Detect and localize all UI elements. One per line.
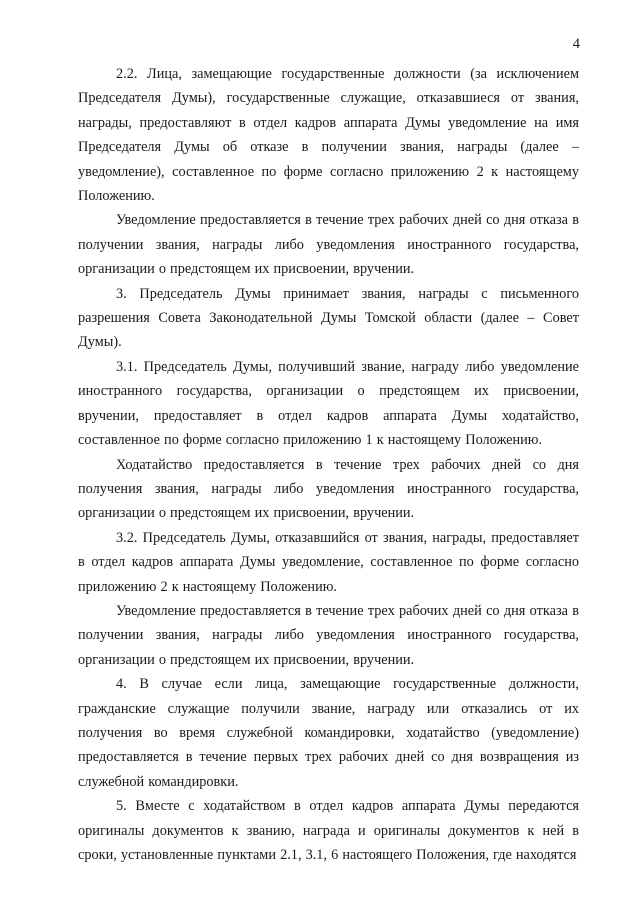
paragraph-3-1: 3.1. Председатель Думы, получивший звание, награду либо уведомление иностранного государства, организации о предстоящем их присвоении, вручении, предоставляет в отдел кадров аппарата Думы ходатайство, составленное по форме согласно приложению 1 к настоящему Положению. (78, 358, 579, 449)
paragraph-2-2-notice-term: Уведомление предоставляется в течение трех рабочих дней со дня отказа в получении звания, награды либо уведомления иностранного государства, организации о предстоящем их присвоении, вручении. (78, 212, 579, 278)
paragraph-5: 5. Вместе с ходатайством в отдел кадров аппарата Думы передаются оригиналы документов к званию, награда и оригиналы документов к ней в сроки, установленные пунктами 2.1, 3.1, 6 настоящего Положения, где находятся (78, 798, 579, 863)
paragraph-3-2-notice-term: Уведомление предоставляется в течение трех рабочих дней со дня отказа в получении звания, награды либо уведомления иностранного государства, организации о предстоящем их присвоении, вручении. (78, 602, 579, 668)
paragraph-2-2: 2.2. Лица, замещающие государственные должности (за исключением Председателя Думы), государственные служащие, отказавшиеся от звания, награды, предоставляют в отдел кадров аппарата Думы уведомление на имя Председателя Думы об отказе в получении звания, награды (далее – уведомление), составленное по форме согласно приложению 2 к настоящему Положению. (78, 66, 579, 205)
document-body (78, 62, 579, 867)
paragraph-3: 3. Председатель Думы принимает звания, награды с письменного разрешения Совета Законодательной Думы Томской области (далее – Совет Думы). (78, 285, 579, 351)
paragraph-3-1-petition-term: Ходатайство предоставляется в течение трех рабочих дней со дня получения звания, награды либо уведомления иностранного государства, организации о предстоящем их присвоении, вручении. (78, 456, 579, 522)
paragraph-3-2: 3.2. Председатель Думы, отказавшийся от звания, награды, предоставляет в отдел кадров аппарата Думы уведомление, составленное по форме согласно приложению 2 к настоящему Положению. (78, 529, 579, 595)
page-number: 4 (572, 36, 580, 52)
paragraph-4: 4. В случае если лица, замещающие государственные должности, гражданские служащие получили звание, награду или отказались от их получения во время служебной командировки, ходатайство (уведомление) предоставляется в течение первых трех рабочих дней со дня возвращения из служебной командировки. (78, 676, 579, 790)
